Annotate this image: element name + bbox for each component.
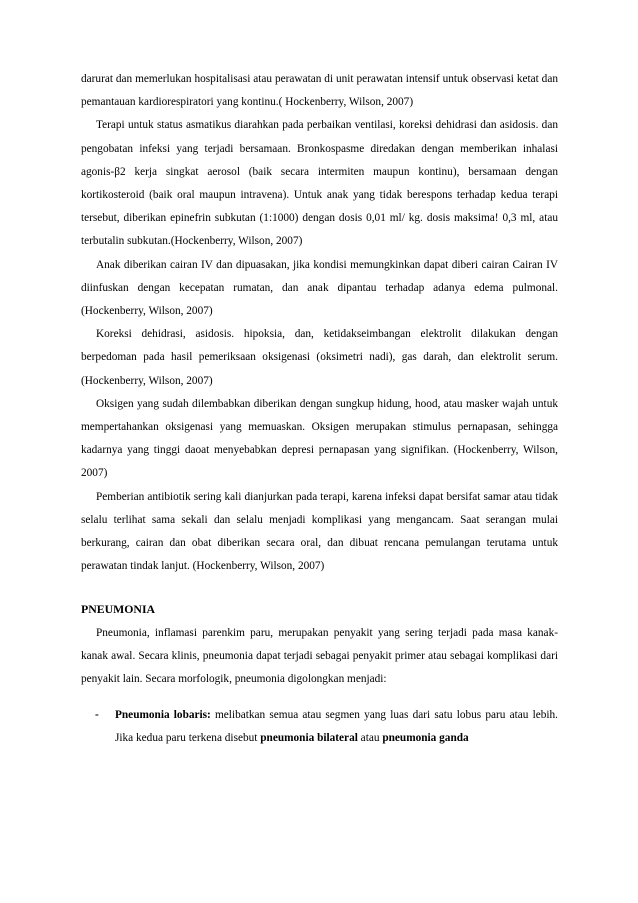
list-item-text: atau [357,732,383,745]
paragraph-continuation: darurat dan memerlukan hospitalisasi atau perawatan di unit perawatan intensif untuk observasi ketat dan pemantauan kardiorespiratori yang kontinu.( Hockenberry, Wilson, 2007) [81,73,558,109]
classification-list [81,704,558,750]
list-item-bold-term: pneumonia bilateral [260,732,358,745]
paragraph-oksigen: Oksigen yang sudah dilembabkan diberikan dengan sungkup hidung, hood, atau masker wajah untuk mempertahankan oksigenasi yang memuaskan. Oksigen merupakan stimulus pernapasan, sehingga kadarnya yang tinggi daoat menyebabkan depresi pernapasan yang signifikan. (Hockenberry, Wilson, 2007) [81,397,558,480]
paragraph-cairan-iv: Anak diberikan cairan IV dan dipuasakan, jika kondisi memungkinkan dapat diberi cairan Cairan IV diinfuskan dengan kecepatan rumatan, dan anak dipantau terhadap adanya edema pulmonal. (Hockenberry, Wilson, 2007) [81,258,558,318]
paragraph-koreksi-dehidrasi: Koreksi dehidrasi, asidosis. hipoksia, dan, ketidakseimbangan elektrolit dilakukan dengan berpedoman pada hasil pemeriksaan oksigenasi (oksimetri nadi), gas darah, dan elektrolit serum. (Hockenberry, Wilson, 2007) [81,328,558,387]
list-item-text: melibatkan semua atau segmen yang luas dari satu lobus paru atau lebih. Jika kedua paru terkena disebut [115,709,559,745]
list-item-bold-term: pneumonia ganda [382,732,469,745]
section-heading: PNEUMONIA [81,602,156,617]
list-item [81,704,558,750]
paragraph-terapi-status-asmatikus: Terapi untuk status asmatikus diarahkan pada perbaikan ventilasi, koreksi dehidrasi dan asidosis. dan pengobatan infeksi yang terjadi bersamaan. Bronkospasme diredakan dengan memberikan inhalasi agonis-β2 kerja singkat aerosol (baik secara intermiten maupun kontinu), bersamaan dengan kortikosteroid (baik oral maupun intravena). Untuk anak yang tidak berespons terhadap kedua terapi tersebut, diberikan epinefrin subkutan (1:1000) dengan dosis 0,01 ml/ kg. dosis maksima! 0,3 ml, atau terbutalin subkutan.(Hockenberry, Wilson, 2007) [81,119,558,248]
list-item-term: Pneumonia lobaris: [115,709,211,722]
section-intro-paragraph: Pneumonia, inflamasi parenkim paru, merupakan penyakit yang sering terjadi pada masa kanak-kanak awal. Secara klinis, pneumonia dapat terjadi sebagai penyakit primer atau sebagai komplikasi dari penyakit lain. Secara morfologik, pneumonia digolongkan menjadi: [81,626,558,686]
list-bullet: - [95,709,99,722]
paragraph-antibiotik: Pemberian antibiotik sering kali dianjurkan pada terapi, karena infeksi dapat bersifat samar atau tidak selalu terlihat sama sekali dan selalu menjadi komplikasi yang mengancam. Saat serangan mulai berkurang, cairan dan obat diberikan secara oral, dan dibuat rencana pemulangan terutama untuk perawatan tindak lanjut. (Hockenberry, Wilson, 2007) [81,490,558,573]
